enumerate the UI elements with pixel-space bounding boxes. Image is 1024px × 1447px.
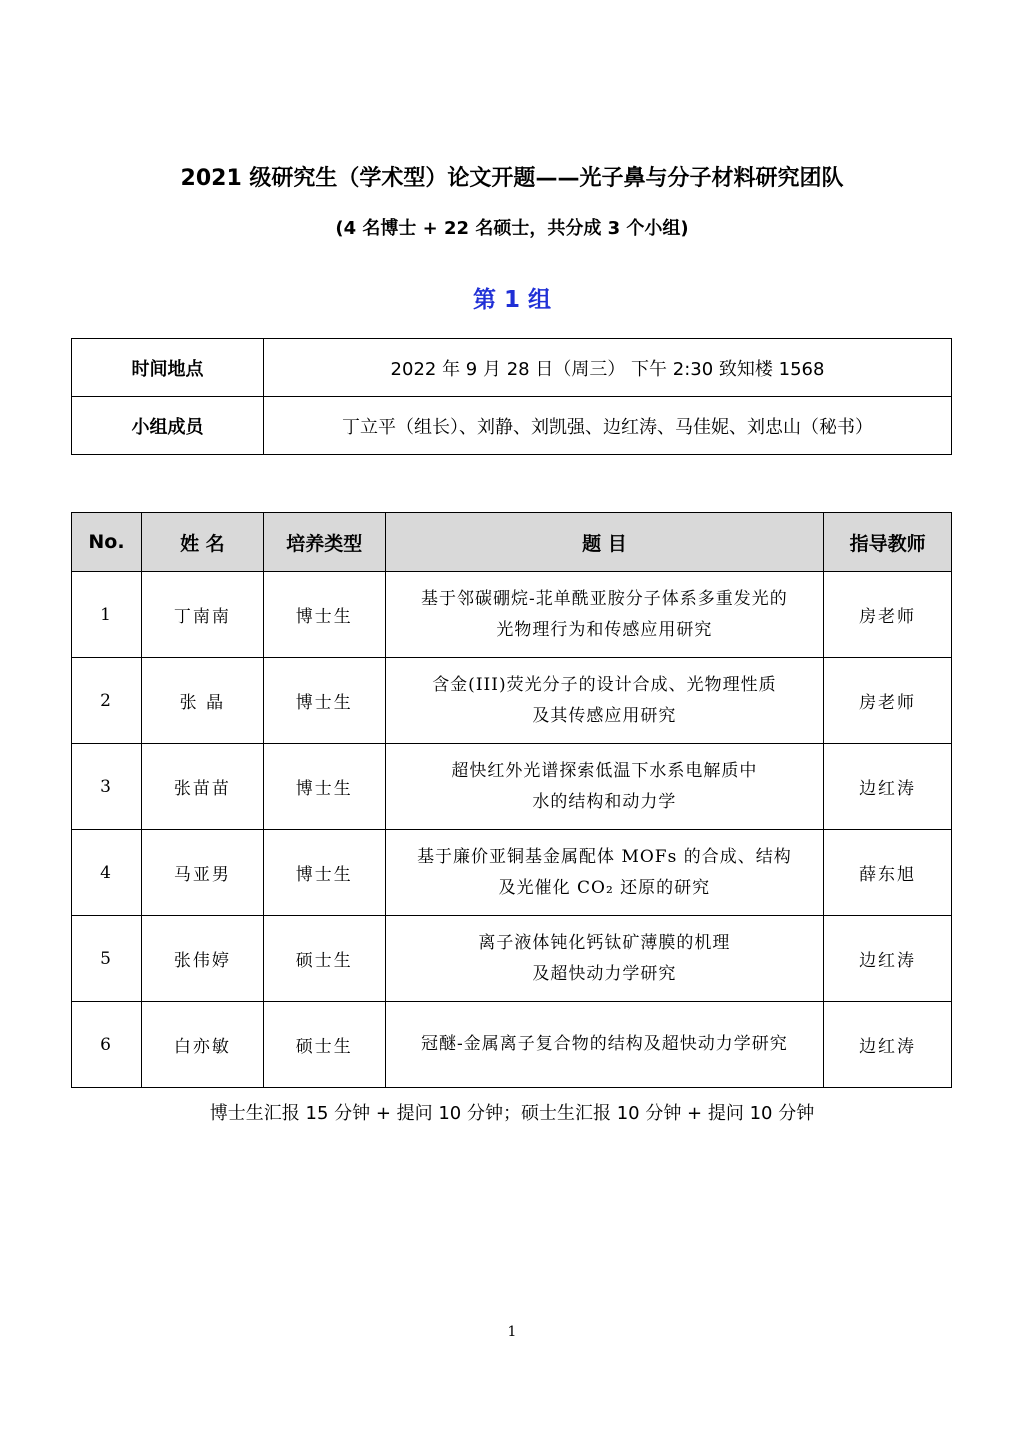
topic-line-1: 冠醚-金属离子复合物的结构及超快动力学研究 <box>421 1034 788 1054</box>
table-row <box>72 572 952 658</box>
row-type: 博士生 <box>263 830 385 916</box>
row-advisor: 房老师 <box>824 572 952 658</box>
row-no: 5 <box>72 916 142 1002</box>
table-row <box>72 1002 952 1088</box>
topic-line-2: 水的结构和动力学 <box>532 791 677 812</box>
topic-line-1: 超快红外光谱探索低温下水系电解质中 <box>451 760 758 781</box>
document-subtitle: (4 名博士 + 22 名硕士，共分成 3 个小组) <box>335 218 689 239</box>
topic-line-1: 基于邻碳硼烷-苝单酰亚胺分子体系多重发光的 <box>421 588 788 609</box>
group-title: 第 1 组 <box>472 287 552 313</box>
topic-line-2: 及光催化 CO₂ 还原的研究 <box>498 877 711 898</box>
info-row-time <box>72 339 952 397</box>
row-name: 张伟婷 <box>141 916 263 1002</box>
table-row <box>72 744 952 830</box>
row-no: 2 <box>72 658 142 744</box>
row-type: 硕士生 <box>263 916 385 1002</box>
row-no: 3 <box>72 744 142 830</box>
members-label: 小组成员 <box>72 397 264 455</box>
info-row-members <box>72 397 952 455</box>
row-advisor: 房老师 <box>824 658 952 744</box>
row-advisor: 薛东旭 <box>824 830 952 916</box>
row-type: 硕士生 <box>263 1002 385 1088</box>
row-no: 4 <box>72 830 142 916</box>
row-type: 博士生 <box>263 572 385 658</box>
row-advisor: 边红涛 <box>824 1002 952 1088</box>
row-type: 博士生 <box>263 658 385 744</box>
members-value: 丁立平（组长）、刘静、刘凯强、边红涛、马佳妮、刘忠山（秘书） <box>264 397 952 455</box>
document-title: 2021 级研究生（学术型）论文开题——光子鼻与分子材料研究团队 <box>180 166 844 191</box>
row-name: 白亦敏 <box>141 1002 263 1088</box>
row-name: 马亚男 <box>141 830 263 916</box>
page-number: 1 <box>507 1324 517 1340</box>
row-type: 博士生 <box>263 744 385 830</box>
row-topic <box>385 916 823 1002</box>
row-topic <box>385 1002 823 1088</box>
header-type: 培养类型 <box>263 513 385 572</box>
topic-line-1: 基于廉价亚铜基金属配体 MOFs 的合成、结构 <box>417 846 792 867</box>
time-location-label: 时间地点 <box>72 339 264 397</box>
student-table <box>71 512 952 1088</box>
table-row <box>72 830 952 916</box>
duration-note: 博士生汇报 15 分钟 + 提问 10 分钟；硕士生汇报 10 分钟 + 提问 10 分钟 <box>209 1103 815 1124</box>
row-topic <box>385 572 823 658</box>
info-table <box>71 338 952 455</box>
topic-line-2: 光物理行为和传感应用研究 <box>496 619 713 640</box>
student-table-header <box>72 513 952 572</box>
row-topic <box>385 744 823 830</box>
header-advisor: 指导教师 <box>824 513 952 572</box>
row-name: 张苗苗 <box>141 744 263 830</box>
row-advisor: 边红涛 <box>824 916 952 1002</box>
row-topic <box>385 830 823 916</box>
topic-line-1: 含金(III)荧光分子的设计合成、光物理性质 <box>432 674 777 695</box>
header-no: No. <box>72 513 142 572</box>
table-row <box>72 916 952 1002</box>
row-no: 6 <box>72 1002 142 1088</box>
row-topic <box>385 658 823 744</box>
topic-line-1: 离子液体钝化钙钛矿薄膜的机理 <box>478 932 731 953</box>
topic-line-2: 及其传感应用研究 <box>532 705 677 726</box>
table-row <box>72 658 952 744</box>
header-name: 姓 名 <box>141 513 263 572</box>
row-advisor: 边红涛 <box>824 744 952 830</box>
time-location-value: 2022 年 9 月 28 日（周三） 下午 2:30 致知楼 1568 <box>264 339 952 397</box>
header-topic: 题 目 <box>385 513 823 572</box>
row-no: 1 <box>72 572 142 658</box>
topic-line-2: 及超快动力学研究 <box>532 963 677 984</box>
row-name: 张 晶 <box>141 658 263 744</box>
row-name: 丁南南 <box>141 572 263 658</box>
